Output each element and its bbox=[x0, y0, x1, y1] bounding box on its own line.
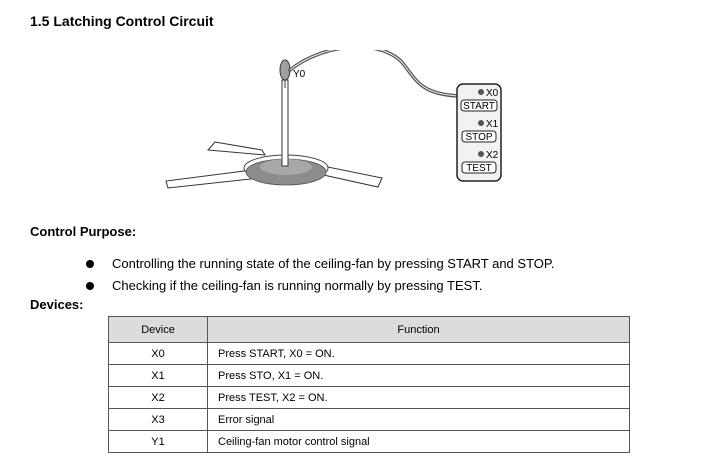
device-column-header: Device bbox=[109, 317, 208, 343]
table-row bbox=[109, 431, 630, 453]
table-row bbox=[109, 343, 630, 365]
function-cell: Ceiling-fan motor control signal bbox=[208, 431, 630, 453]
devices-table bbox=[108, 316, 630, 453]
fan-output-label: Y0 bbox=[293, 69, 306, 80]
device-cell: X0 bbox=[109, 343, 208, 365]
function-cell: Press STO, X1 = ON. bbox=[208, 365, 630, 387]
list-item-text: Checking if the ceiling-fan is running normally by pressing TEST. bbox=[112, 278, 483, 293]
list-item-text: Controlling the running state of the ceiling-fan by pressing START and STOP. bbox=[112, 256, 555, 271]
device-cell: X3 bbox=[109, 409, 208, 431]
function-cell: Press START, X0 = ON. bbox=[208, 343, 630, 365]
function-cell: Error signal bbox=[208, 409, 630, 431]
list-item bbox=[86, 275, 555, 297]
stop-label: STOP bbox=[465, 132, 493, 143]
ceiling-fan-illustration bbox=[160, 50, 520, 210]
table-row bbox=[109, 387, 630, 409]
section-title: 1.5 Latching Control Circuit bbox=[30, 13, 214, 29]
device-cell: Y1 bbox=[109, 431, 208, 453]
table-row bbox=[109, 409, 630, 431]
start-label: START bbox=[463, 101, 495, 112]
start-button[interactable] bbox=[478, 89, 484, 95]
function-column-header: Function bbox=[208, 317, 630, 343]
bullet-icon bbox=[86, 260, 94, 268]
bullet-icon bbox=[86, 282, 94, 290]
start-input-label: X0 bbox=[486, 88, 499, 99]
test-input-label: X2 bbox=[486, 150, 499, 161]
table-header-row bbox=[109, 317, 630, 343]
stop-input-label: X1 bbox=[486, 119, 499, 130]
stop-button[interactable] bbox=[478, 120, 484, 126]
device-cell: X2 bbox=[109, 387, 208, 409]
control-purpose-heading: Control Purpose: bbox=[30, 224, 137, 239]
control-purpose-list bbox=[86, 253, 555, 297]
fan-rod bbox=[282, 80, 288, 166]
fan-blade bbox=[208, 142, 265, 155]
device-cell: X1 bbox=[109, 365, 208, 387]
ceiling-fan-circuit-figure bbox=[160, 50, 520, 210]
function-cell: Press TEST, X2 = ON. bbox=[208, 387, 630, 409]
test-label: TEST bbox=[466, 163, 492, 174]
control-cable bbox=[290, 50, 458, 96]
list-item bbox=[86, 253, 555, 275]
devices-heading: Devices: bbox=[30, 297, 84, 312]
test-button[interactable] bbox=[478, 151, 484, 157]
table-row bbox=[109, 365, 630, 387]
